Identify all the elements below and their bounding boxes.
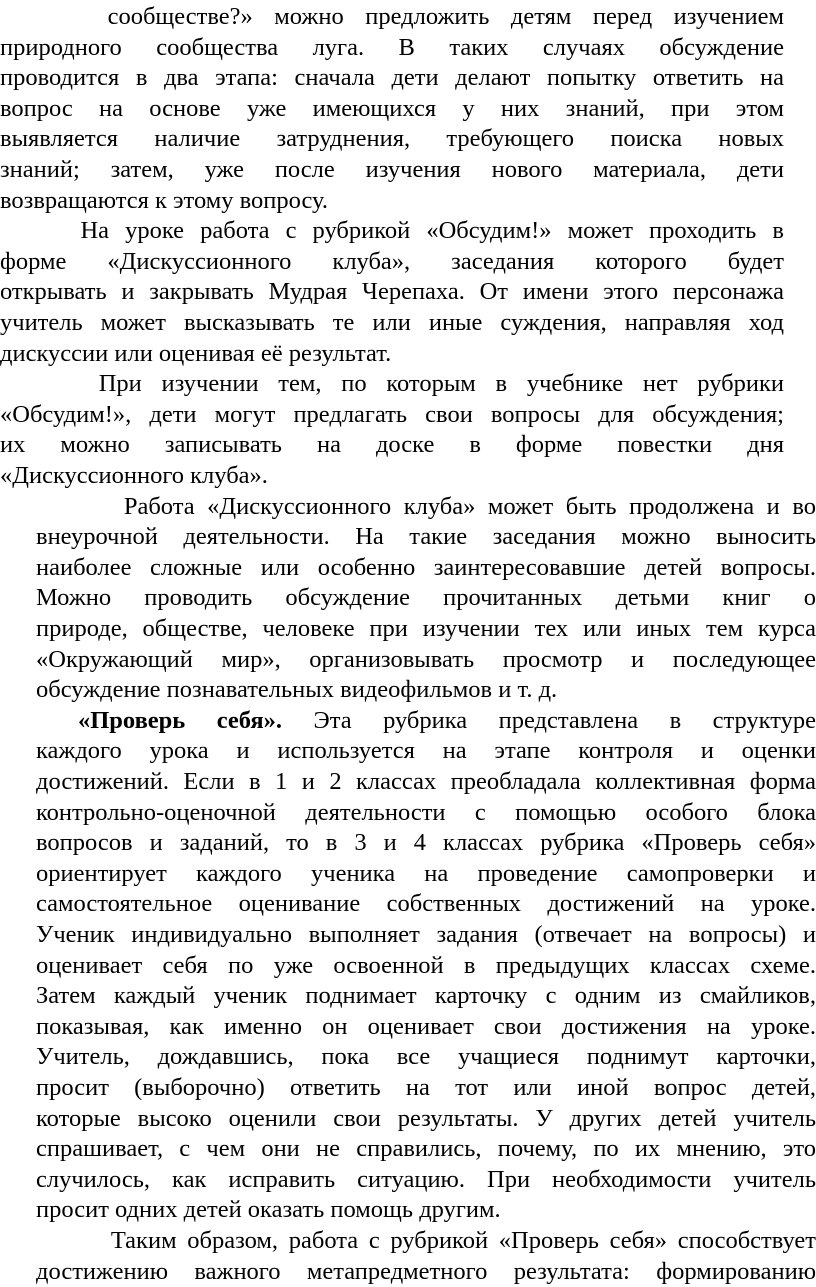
text-line: вопрос на основе уже имеющихся у них знаний, при этом bbox=[0, 94, 784, 122]
text-line: «Дискуссионного клуба». bbox=[0, 462, 268, 489]
text-line: знаний; затем, уже после изучения нового материала, дети bbox=[0, 156, 784, 183]
text-line: «Обсудим!», дети могут предлагать свои вопросы для обсуждения; bbox=[0, 400, 784, 428]
text-line: достижению важного метапредметного результата: формированию bbox=[36, 1257, 816, 1285]
text-line: оценивает себя по уже освоенной в предыдущих классах схеме. bbox=[36, 951, 816, 979]
text-line: При изучении тем, по которым в учебнике нет рубрики bbox=[0, 370, 784, 398]
text-line: Ученик индивидуально выполняет задания (отвечает на вопросы) и bbox=[36, 921, 816, 948]
text-line: обсуждение познавательных видеофильмов и т. д. bbox=[36, 676, 558, 704]
text-line: проводится в два этапа: сначала дети делают попытку ответить на bbox=[0, 64, 784, 92]
text-line: случилось, как исправить ситуацию. При необходимости учитель bbox=[36, 1165, 816, 1193]
heading-rest: Эта рубрика представлена в структуре bbox=[282, 706, 816, 734]
text-line: самостоятельное оценивание собственных достижений на уроке. bbox=[36, 890, 816, 918]
text-line: сообществе?» можно предложить детям перед изучением bbox=[0, 3, 784, 30]
text-line: внеурочной деятельности. На такие заседания можно выносить bbox=[36, 523, 816, 551]
text-line: просит (выборочно) ответить на тот или иной вопрос детей, bbox=[36, 1074, 816, 1101]
text-line: которые высоко оценили свои результаты. У других детей учитель bbox=[36, 1104, 816, 1132]
text-line: достижений. Если в 1 и 2 классах преобладала коллективная форма bbox=[36, 768, 816, 795]
text-line: ориентирует каждого ученика на проведение самопроверки и bbox=[36, 859, 816, 887]
text-line: спрашивает, с чем они не справились, почему, по их мнению, это bbox=[36, 1135, 816, 1163]
text-line: выявляется наличие затруднения, требующего поиска новых bbox=[0, 125, 784, 153]
text-line: дискуссии или оценивая её результат. bbox=[0, 339, 392, 367]
text-line: возвращаются к этому вопросу. bbox=[0, 186, 328, 214]
text-line: контрольно-оценочной деятельности с помощью особого блока bbox=[36, 798, 816, 826]
text-line: просит одних детей оказать помощь другим. bbox=[36, 1196, 501, 1224]
text-line: их можно записывать на доске в форме повестки дня bbox=[0, 431, 784, 459]
text-line: форме «Дискуссионного клуба», заседания которого будет bbox=[0, 247, 784, 275]
text-line: Можно проводить обсуждение прочитанных детьми книг о bbox=[36, 584, 816, 612]
text-line: показывая, как именно он оценивает свои достижения на уроке. bbox=[36, 1012, 816, 1040]
text-line: «Окружающий мир», организовывать просмотр и последующее bbox=[36, 645, 816, 673]
text-line: наиболее сложные или особенно заинтересовавшие детей вопросы. bbox=[36, 553, 816, 581]
text-line: природного сообщества луга. В таких случаях обсуждение bbox=[0, 33, 784, 61]
section-heading: «Проверь себя». bbox=[78, 706, 283, 734]
text-line: учитель может высказывать те или иные суждения, направляя ход bbox=[0, 309, 784, 336]
text-line: природе, обществе, человеке при изучении тех или иных тем курса bbox=[36, 615, 816, 642]
text-line: Затем каждый ученик поднимает карточку с одним из смайликов, bbox=[36, 982, 816, 1010]
section-heading-line bbox=[36, 706, 816, 736]
text-line: каждого урока и используется на этапе контроля и оценки bbox=[36, 737, 816, 765]
text-line: вопросов и заданий, то в 3 и 4 классах рубрика «Проверь себя» bbox=[36, 829, 816, 857]
text-line: Таким образом, работа с рубрикой «Проверь себя» способствует bbox=[36, 1227, 816, 1254]
text-line: На уроке работа с рубрикой «Обсудим!» может проходить в bbox=[0, 217, 784, 245]
text-line: Учитель, дождавшись, пока все учащиеся поднимут карточки, bbox=[36, 1043, 816, 1071]
text-line: открывать и закрывать Мудрая Черепаха. От имени этого персонажа bbox=[0, 278, 784, 306]
text-line: Работа «Дискуссионного клуба» может быть продолжена и во bbox=[36, 492, 816, 520]
